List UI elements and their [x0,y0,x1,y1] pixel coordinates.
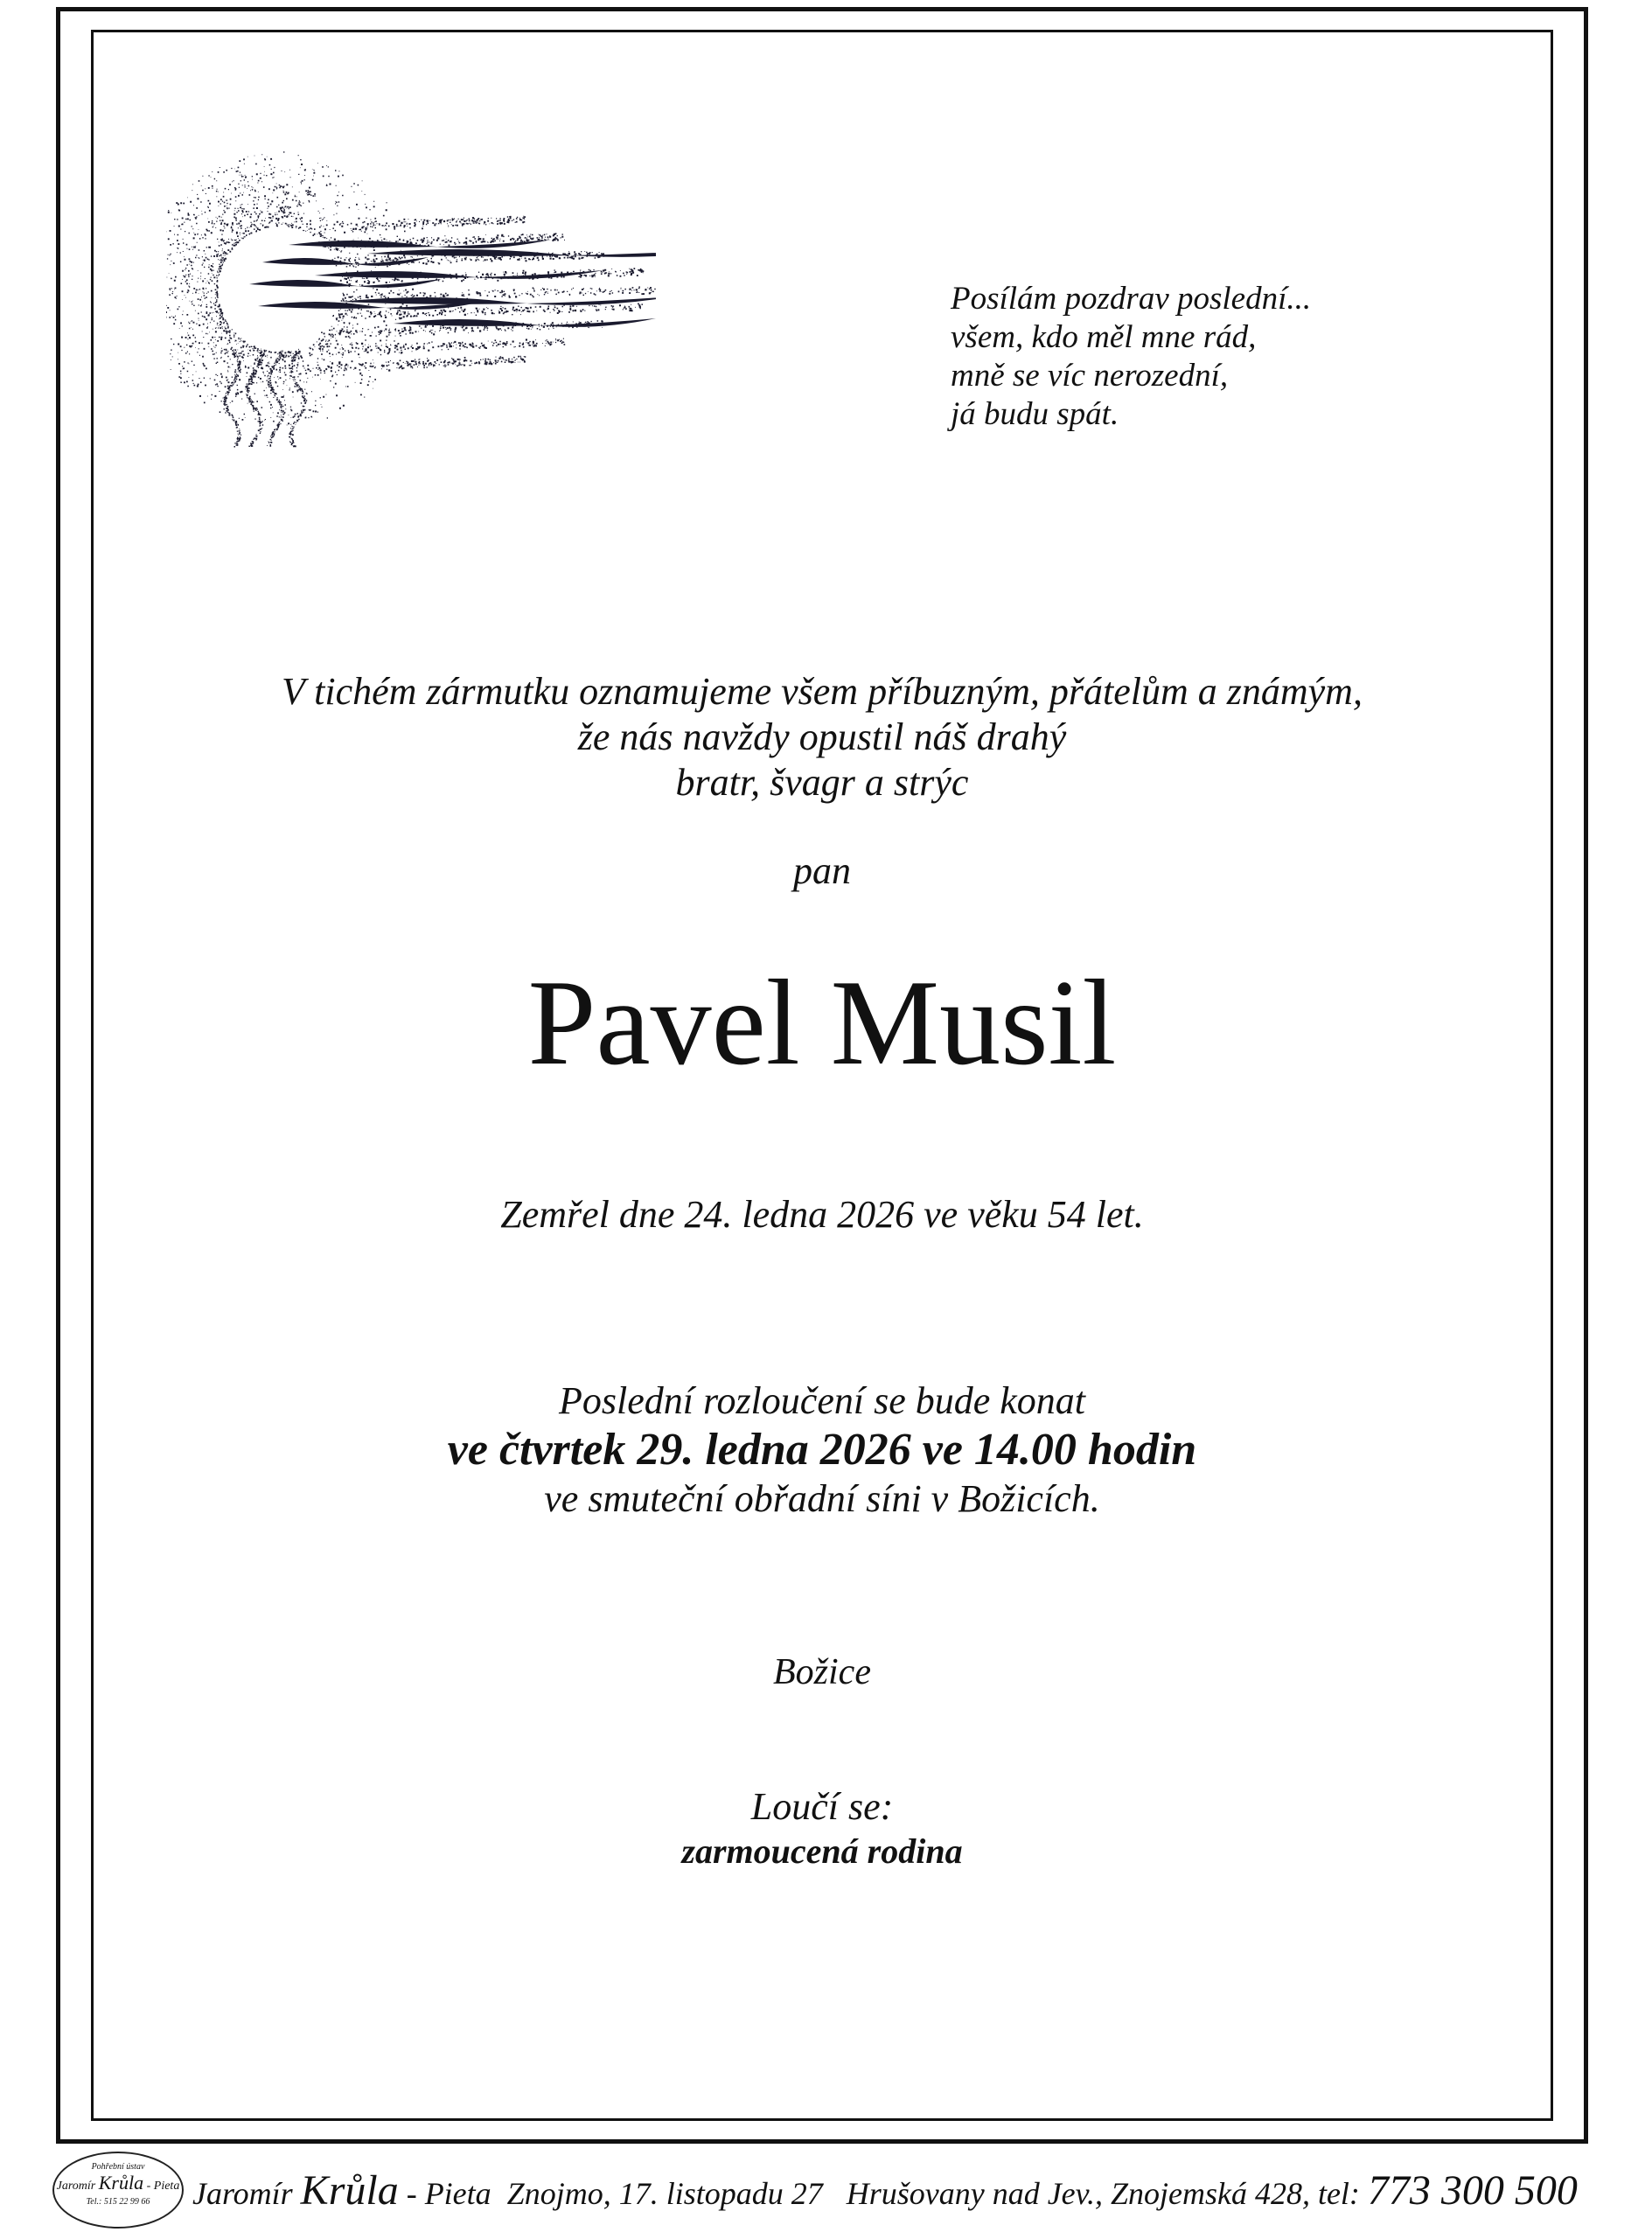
funeral-intro: Poslední rozloučení se bude konat [558,1379,1086,1422]
poem-line: Posílám pozdrav poslední... [951,281,1312,317]
poem-line: já budu spát. [951,396,1119,432]
announcement-line: že nás navždy opustil náš drahý [577,715,1067,758]
seal-name: Jaromír Krůla - Pieta [56,2172,180,2194]
seal-phone: Tel.: 515 22 99 66 [86,2197,150,2207]
company-prefix: Jaromír [192,2176,293,2211]
cloud-wisp [367,248,656,257]
farewell-label: Loučí se: [750,1785,894,1828]
poem-line: všem, kdo měl mne rád, [951,319,1257,355]
announcement-line: V tichém zármutku oznamujeme všem příbuzným, přátelům a známým, [282,670,1363,713]
salutation: pan [793,849,851,892]
address-znojmo: Znojmo, 17. listopadu 27 [506,2176,823,2211]
farewell-family: zarmoucená rodina [681,1831,963,1871]
deceased-name: Pavel Musil [527,955,1117,1091]
announcement-text [91,669,1553,806]
funeral-date: ve čtvrtek 29. ledna 2026 ve 14.00 hodin [447,1425,1197,1475]
moon-shape [220,229,339,348]
footer-contact [192,2169,1578,2215]
poem [951,280,1311,434]
village: Božice [773,1652,871,1692]
seal-top-text: Pohřební ústav [91,2162,145,2172]
company-seal-logo [52,2152,184,2229]
moon-clouds-emblem [166,122,656,490]
death-notice: Zemřel dne 24. ledna 2026 ve věku 54 let. [500,1193,1144,1236]
poem-line: mně se víc nerozední, [951,358,1229,394]
footer [52,2150,1627,2234]
announcement-line: bratr, švagr a strýc [675,761,969,804]
funeral-place: ve smuteční obřadní síni v Božicích. [544,1477,1100,1520]
farewell [91,1784,1553,1873]
company-suffix: - Pieta [406,2176,491,2211]
phone-number: 773 300 500 [1367,2167,1578,2214]
funeral-info [91,1378,1553,1523]
company-name: Krůla [300,2167,399,2214]
address-hrusovany: Hrušovany nad Jev., Znojemská 428, tel: [846,2176,1360,2211]
